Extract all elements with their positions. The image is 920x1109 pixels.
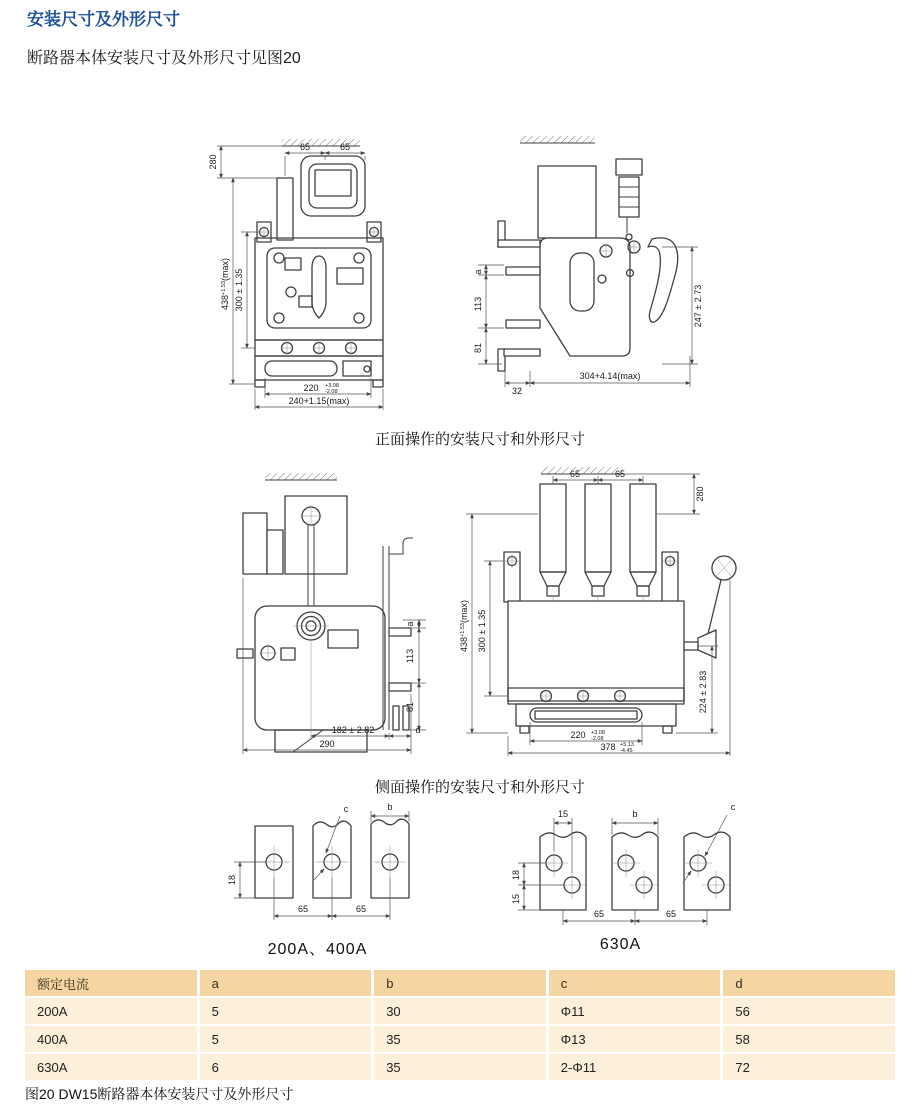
col-header-rated-current: 额定电流 <box>25 970 197 996</box>
dim-label: 378 <box>600 742 616 752</box>
dim-label: 240+1.15(max) <box>288 396 350 406</box>
operating-handle <box>684 556 736 658</box>
dim-label: b <box>387 802 393 812</box>
dim-label: $438^{+1.53}(\max)$ <box>220 258 230 310</box>
busbar-200-400-drawing <box>180 798 455 936</box>
dim-label: 65 <box>593 909 605 919</box>
cell-rated-current: 630A <box>25 1054 197 1080</box>
dim-tolerance: +5.13 <box>620 742 634 748</box>
ceiling-hatch <box>541 467 623 474</box>
dim-label: d <box>415 725 421 735</box>
cell-a: 5 <box>200 998 372 1024</box>
cell-b: 35 <box>374 1054 546 1080</box>
cell-rated-current: 400A <box>25 1026 197 1052</box>
dim-label: 113 <box>473 296 483 312</box>
front-operation-front-view-drawing <box>197 126 422 411</box>
figure-caption: 图20 DW15断路器本体安装尺寸及外形尺寸 <box>25 1086 294 1102</box>
dim-label: 220 <box>570 730 586 740</box>
table-row <box>25 1054 895 1080</box>
dim-label: 15 <box>511 893 521 905</box>
dim-tolerance: +3.08 <box>325 383 339 389</box>
cell-d: 58 <box>723 1026 895 1052</box>
cell-rated-current: 200A <box>25 998 197 1024</box>
busbar-630-drawing <box>478 795 763 935</box>
dimension-labels <box>227 802 393 914</box>
dim-label: 81 <box>405 701 415 713</box>
table-row <box>25 1026 895 1052</box>
dim-label: 247 ± 2.73 <box>693 284 703 328</box>
dim-label: 65 <box>569 469 581 479</box>
cell-b: 30 <box>374 998 546 1024</box>
col-header-b: b <box>374 970 546 996</box>
table-header-row <box>25 970 895 996</box>
col-header-c: c <box>549 970 721 996</box>
breaker-outline <box>237 496 413 752</box>
cell-d: 72 <box>723 1054 895 1080</box>
dim-label: 290 <box>319 739 335 749</box>
cell-a: 6 <box>200 1054 372 1080</box>
dim-tolerance: -2.08 <box>325 389 338 395</box>
busbar-630-label: 630A <box>599 936 642 953</box>
dim-label: a <box>473 269 483 275</box>
dim-label: 280 <box>208 154 218 170</box>
operating-handle <box>648 238 678 322</box>
dim-label: c <box>343 804 349 814</box>
cell-c: 2-Φ11 <box>549 1054 721 1080</box>
busbar-200-400-label: 200A、400A <box>267 941 368 958</box>
cell-c: Φ11 <box>549 998 721 1024</box>
dim-label: $438^{+1.53}(\max)$ <box>459 600 469 652</box>
dim-label: 18 <box>511 869 521 881</box>
front-operation-caption: 正面操作的安装尺寸和外形尺寸 <box>374 431 585 448</box>
dim-label: 15 <box>557 809 569 819</box>
dim-label: c <box>730 802 736 812</box>
page-subtitle: 断路器本体安装尺寸及外形尺寸见图20 <box>27 50 301 67</box>
dimension-table <box>22 968 898 1082</box>
dim-label: 18 <box>227 874 237 886</box>
ceiling-hatch <box>265 473 337 480</box>
front-operation-side-view-drawing <box>420 121 710 411</box>
dim-label: 224 ± 2.83 <box>698 670 708 714</box>
dim-tolerance: -2.08 <box>591 736 604 742</box>
dim-tolerance: +3.08 <box>591 730 605 736</box>
side-operation-side-view-drawing <box>193 458 428 758</box>
cell-d: 56 <box>723 998 895 1024</box>
dim-label: a <box>405 621 415 627</box>
dim-label: 300 ± 1.35 <box>477 609 487 653</box>
dim-label: 113 <box>405 648 415 664</box>
ceiling-hatch <box>520 136 595 143</box>
dim-label: 65 <box>355 904 367 914</box>
dim-label: 220 <box>303 383 319 393</box>
dim-label: b <box>632 809 638 819</box>
dim-label: 32 <box>511 386 523 396</box>
col-header-a: a <box>200 970 372 996</box>
cell-a: 5 <box>200 1026 372 1052</box>
breaker-outline <box>498 159 678 371</box>
cell-b: 35 <box>374 1026 546 1052</box>
page-title: 安装尺寸及外形尺寸 <box>27 10 180 29</box>
dim-label: 300 ± 1.35 <box>234 268 244 312</box>
dim-label: 65 <box>665 909 677 919</box>
breaker-outline <box>255 156 383 387</box>
dim-tolerance: -4.45 <box>620 748 633 754</box>
dim-label: 65 <box>299 142 311 152</box>
cell-c: Φ13 <box>549 1026 721 1052</box>
table-row <box>25 998 895 1024</box>
dim-label: 280 <box>695 486 705 502</box>
dim-label: 182 ± 2.82 <box>331 725 375 735</box>
dim-label: 304+4.14(max) <box>579 371 641 381</box>
dim-label: 81 <box>473 342 483 354</box>
busbar-outline <box>540 832 730 910</box>
dim-label: 65 <box>614 469 626 479</box>
dim-label: 65 <box>339 142 351 152</box>
side-operation-caption: 侧面操作的安装尺寸和外形尺寸 <box>374 779 585 796</box>
side-operation-front-view-drawing <box>438 456 738 758</box>
col-header-d: d <box>723 970 895 996</box>
dim-label: 65 <box>297 904 309 914</box>
